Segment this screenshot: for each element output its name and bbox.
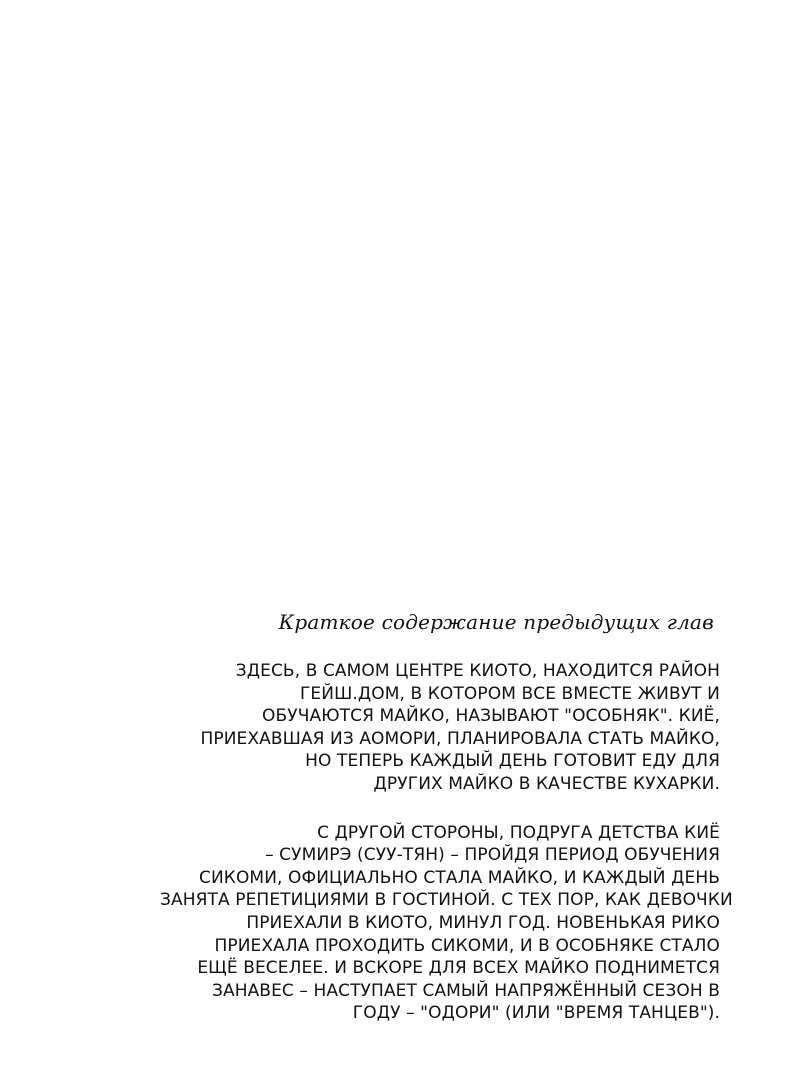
recap-line: ДРУГИХ МАЙКО В КАЧЕСТВЕ КУХАРКИ. xyxy=(373,773,720,794)
recap-paragraph-1 xyxy=(160,660,720,796)
recap-line: ЕЩЁ ВЕСЕЛЕЕ. И ВСКОРЕ ДЛЯ ВСЕХ МАЙКО ПОДНИМЕТСЯ xyxy=(197,958,720,979)
recap-line: СИКОМИ, ОФИЦИАЛЬНО СТАЛА МАЙКО, И КАЖДЫЙ ДЕНЬ xyxy=(199,867,720,888)
recap-block xyxy=(160,610,733,1025)
recap-line: ПРИЕХАЛИ В КИОТО, МИНУЛ ГОД. НОВЕНЬКАЯ РИКО xyxy=(246,912,720,933)
recap-line: ОБУЧАЮТСЯ МАЙКО, НАЗЫВАЮТ "ОСОБНЯК". КИЁ, xyxy=(262,706,720,727)
recap-line: ЗАНЯТА РЕПЕТИЦИЯМИ В ГОСТИНОЙ. С ТЕХ ПОР, КАК ДЕВОЧКИ xyxy=(160,890,733,911)
paragraph-spacer xyxy=(160,796,720,822)
recap-paragraph-2 xyxy=(160,822,733,1025)
recap-line: ГОДУ – "ОДОРИ" (ИЛИ "ВРЕМЯ ТАНЦЕВ"). xyxy=(352,1003,720,1024)
recap-line: ГЕЙШ.ДОМ, В КОТОРОМ ВСЕ ВМЕСТЕ ЖИВУТ И xyxy=(299,683,720,704)
recap-line: ПРИЕХАЛА ПРОХОДИТЬ СИКОМИ, И В ОСОБНЯКЕ СТАЛО xyxy=(214,935,720,956)
recap-line: ПРИЕХАВШАЯ ИЗ АОМОРИ, ПЛАНИРОВАЛА СТАТЬ МАЙКО, xyxy=(200,728,720,749)
recap-line: НО ТЕПЕРЬ КАЖДЫЙ ДЕНЬ ГОТОВИТ ЕДУ ДЛЯ xyxy=(305,751,720,772)
recap-line: – СУМИРЭ (СУУ-ТЯН) – ПРОЙДЯ ПЕРИОД ОБУЧЕНИЯ xyxy=(265,845,720,866)
recap-title: Краткое содержание предыдущих глав xyxy=(278,610,714,634)
recap-line: С ДРУГОЙ СТОРОНЫ, ПОДРУГА ДЕТСТВА КИЁ xyxy=(317,822,720,843)
recap-line: ЗАНАВЕС – НАСТУПАЕТ САМЫЙ НАПРЯЖЁННЫЙ СЕЗОН В xyxy=(211,980,720,1001)
recap-line: ЗДЕСЬ, В САМОМ ЦЕНТРЕ КИОТО, НАХОДИТСЯ РАЙОН xyxy=(235,661,720,681)
